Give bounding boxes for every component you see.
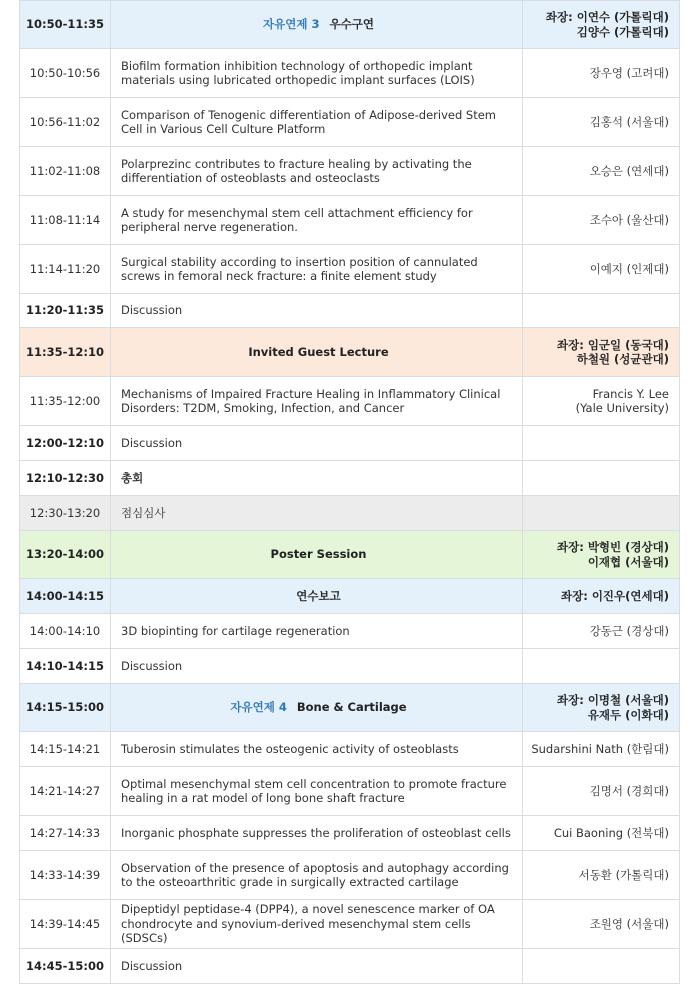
item-title: Discussion [111,426,523,461]
session-row [20,531,680,579]
talk-title: Mechanisms of Impaired Fracture Healing in Inflammatory Clinical Disorders: T2DM, Smoking, Infection, and Cancer [111,377,523,426]
time-cell: 12:30-13:20 [20,496,111,531]
speaker-cell: Sudarshini Nath (한림대) [523,732,680,767]
speaker-cell: 이예지 (인제대) [523,245,680,294]
time-cell: 14:39-14:45 [20,900,111,949]
session-title [111,531,523,579]
chair-name: 좌장: 임군일 (동국대) [557,337,669,352]
speaker-cell: 강동근 (경상대) [523,614,680,649]
time-cell: 14:15-15:00 [20,684,111,732]
time-cell: 11:35-12:00 [20,377,111,426]
talk-title: A study for mesenchymal stem cell attachment efficiency for peripheral nerve regeneration. [111,196,523,245]
chair-name: 좌장: 박형빈 (경상대) [557,540,669,555]
time-cell: 10:50-11:35 [20,1,111,49]
time-cell: 14:45-15:00 [20,949,111,984]
talk-title: 3D biopinting for cartilage regeneration [111,614,523,649]
program-row [20,496,680,531]
item-title: Discussion [111,949,523,984]
session-row [20,328,680,377]
program-row [20,294,680,328]
chair-name: 좌장: 이명철 (서울대) [557,693,669,708]
program-row [20,245,680,294]
time-cell: 14:15-14:21 [20,732,111,767]
item-title: Discussion [111,294,523,328]
program-row [20,98,680,147]
chair-cell [523,1,680,49]
program-row [20,147,680,196]
session-sublabel: Bone & Cartilage [296,700,407,715]
program-row [20,49,680,98]
speaker-cell: 김홍석 (서울대) [523,98,680,147]
time-cell: 11:35-12:10 [20,328,111,377]
time-cell: 14:27-14:33 [20,816,111,851]
program-row [20,614,680,649]
talk-title: Dipeptidyl peptidase-4 (DPP4), a novel senescence marker of OA chondrocyte and synovium-derived mesenchymal stem cells (SDSCs) [111,900,523,949]
session-sublabel: 우수구연 [329,17,374,32]
program-row [20,767,680,816]
session-title [111,1,523,49]
time-cell: 11:08-11:14 [20,196,111,245]
program-row [20,732,680,767]
session-row [20,684,680,732]
time-cell: 14:00-14:15 [20,579,111,614]
speaker-cell [523,496,680,531]
time-cell: 11:02-11:08 [20,147,111,196]
time-cell: 12:10-12:30 [20,461,111,496]
session-title [111,328,523,377]
time-cell: 14:00-14:10 [20,614,111,649]
chair-cell [523,684,680,732]
talk-title: Observation of the presence of apoptosis and autophagy according to the osteoarthritic grade in surgically extracted cartilage [111,851,523,900]
talk-title: Polarprezinc contributes to fracture healing by activating the differentiation of osteoblasts and osteoclasts [111,147,523,196]
speaker-cell: Cui Baoning (전북대) [523,816,680,851]
program-row [20,851,680,900]
speaker-cell: 서동환 (가톨릭대) [523,851,680,900]
program-row [20,949,680,984]
chair-name: 좌장: 이연수 (가톨릭대) [545,10,669,25]
time-cell: 14:33-14:39 [20,851,111,900]
chair-cell [523,531,680,579]
chair-name: 하철원 (성균관대) [576,352,669,366]
program-row [20,377,680,426]
chair-name: 좌장: 이진우(연세대) [561,588,669,603]
session-sublabel: Poster Session [270,547,367,562]
time-cell: 14:21-14:27 [20,767,111,816]
item-title: 점심심사 [111,496,523,531]
talk-title: Optimal mesenchymal stem cell concentration to promote fracture healing in a rat model of long bone shaft fracture [111,767,523,816]
chair-cell [523,579,680,614]
talk-title: Surgical stability according to insertion position of cannulated screws in femoral neck fracture: a finite element study [111,245,523,294]
speaker-cell: 김명서 (경희대) [523,767,680,816]
item-title: 총회 [111,461,523,496]
program-table [19,0,680,984]
chair-cell [523,328,680,377]
session-row [20,1,680,49]
session-label: 자유연제 4 [230,700,287,715]
talk-title: Inorganic phosphate suppresses the proliferation of osteoblast cells [111,816,523,851]
talk-title: Biofilm formation inhibition technology of orthopedic implant materials using lubricated orthopedic implant surfaces (LOIS) [111,49,523,98]
program-row [20,649,680,684]
speaker-cell: 조원영 (서울대) [523,900,680,949]
time-cell: 12:00-12:10 [20,426,111,461]
session-sublabel: 연수보고 [296,588,341,603]
session-title [111,684,523,732]
speaker-cell [523,294,680,328]
speaker-cell [523,649,680,684]
time-cell: 13:20-14:00 [20,531,111,579]
time-cell: 11:20-11:35 [20,294,111,328]
time-cell: 11:14-11:20 [20,245,111,294]
chair-name: 이재협 (서울대) [587,554,669,569]
session-label: 자유연제 3 [263,17,320,32]
item-title: Discussion [111,649,523,684]
program-row [20,426,680,461]
time-cell: 14:10-14:15 [20,649,111,684]
time-cell: 10:56-11:02 [20,98,111,147]
speaker-cell [523,461,680,496]
program-row [20,461,680,496]
talk-title: Tuberosin stimulates the osteogenic activity of osteoblasts [111,732,523,767]
speaker-cell [523,949,680,984]
speaker-cell: 조수아 (울산대) [523,196,680,245]
speaker-cell: 오승은 (연세대) [523,147,680,196]
session-title [111,579,523,614]
chair-name: 유재두 (이화대) [587,707,669,722]
time-cell: 10:50-10:56 [20,49,111,98]
talk-title: Comparison of Tenogenic differentiation of Adipose-derived Stem Cell in Various Cell Culture Platform [111,98,523,147]
chair-name: 김양수 (가톨릭대) [576,24,669,39]
program-row [20,900,680,949]
speaker-cell: Francis Y. Lee (Yale University) [523,377,680,426]
program-row [20,196,680,245]
speaker-cell: 장우영 (고려대) [523,49,680,98]
session-sublabel: Invited Guest Lecture [248,344,389,359]
program-row [20,816,680,851]
session-row [20,579,680,614]
speaker-cell [523,426,680,461]
